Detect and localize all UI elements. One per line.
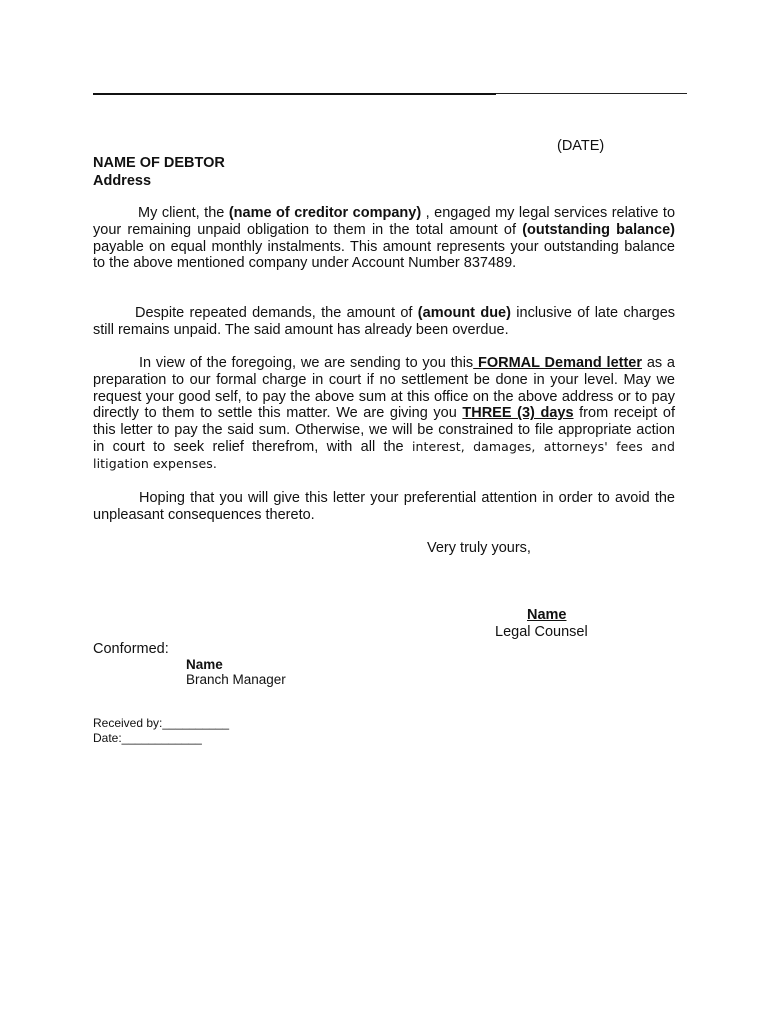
p2-text-2: inclusive of late charges still remains unpaid. The said amount has already been overdue. (93, 305, 676, 338)
letter-date: (DATE) (557, 138, 605, 154)
p1-text-2: , engaged my legal services relative to your remaining unpaid obligation to them in the total amount of (93, 205, 676, 238)
paragraph-formal-demand (93, 355, 675, 473)
p1-text-1: My client, the (138, 205, 229, 221)
received-date-line: Date:____________ (93, 731, 202, 745)
p3-text-1: In view of the foregoing, we are sending to you this (139, 355, 474, 371)
formal-demand-label: FORMAL Demand letter (473, 355, 643, 371)
creditor-placeholder: (name of creditor company) (228, 205, 422, 221)
amount-placeholder: (amount due) (417, 305, 511, 321)
conformed-name: Name (186, 657, 223, 672)
received-by-line: Received by:__________ (93, 716, 230, 730)
balance-placeholder: (outstanding balance) (522, 221, 675, 238)
conformed-label: Conformed: (93, 641, 169, 657)
p3-tail: interest, damages, attorneys' fees and litigation expenses. (93, 438, 675, 471)
conformed-title: Branch Manager (186, 672, 286, 687)
p1-text-3: payable on equal monthly instalments. This amount represents your outstanding balance to the above mentioned company under Account Number 837489. (93, 238, 675, 272)
header-rule-thick (93, 93, 496, 95)
paragraph-demands (93, 305, 675, 339)
paragraph-closing: Hoping that you will give this letter your preferential attention in order to avoid the unpleasant consequences thereto. (93, 490, 675, 523)
deadline-days: THREE (3) days (462, 405, 574, 422)
debtor-name: NAME OF DEBTOR (93, 155, 225, 171)
debtor-address: Address (93, 173, 152, 189)
debtor-block (93, 154, 225, 190)
closing-salutation: Very truly yours, (427, 540, 531, 556)
p2-text-1: Despite repeated demands, the amount of (135, 305, 418, 321)
signatory-title: Legal Counsel (495, 624, 588, 640)
paragraph-engagement (93, 205, 675, 272)
signatory-name: Name (527, 607, 567, 623)
p3-text-2: as a preparation to our formal charge in court if no settlement be done in your level. May we request your good self, to pay the above sum at this office on the above address or to pay directly to them to settle this matter. We are giving you (93, 355, 675, 422)
p3-text-3: from receipt of this letter to pay the said sum. Otherwise, we will be constrained to file appropriate action in court to seek relief therefrom, with all the (93, 405, 675, 455)
